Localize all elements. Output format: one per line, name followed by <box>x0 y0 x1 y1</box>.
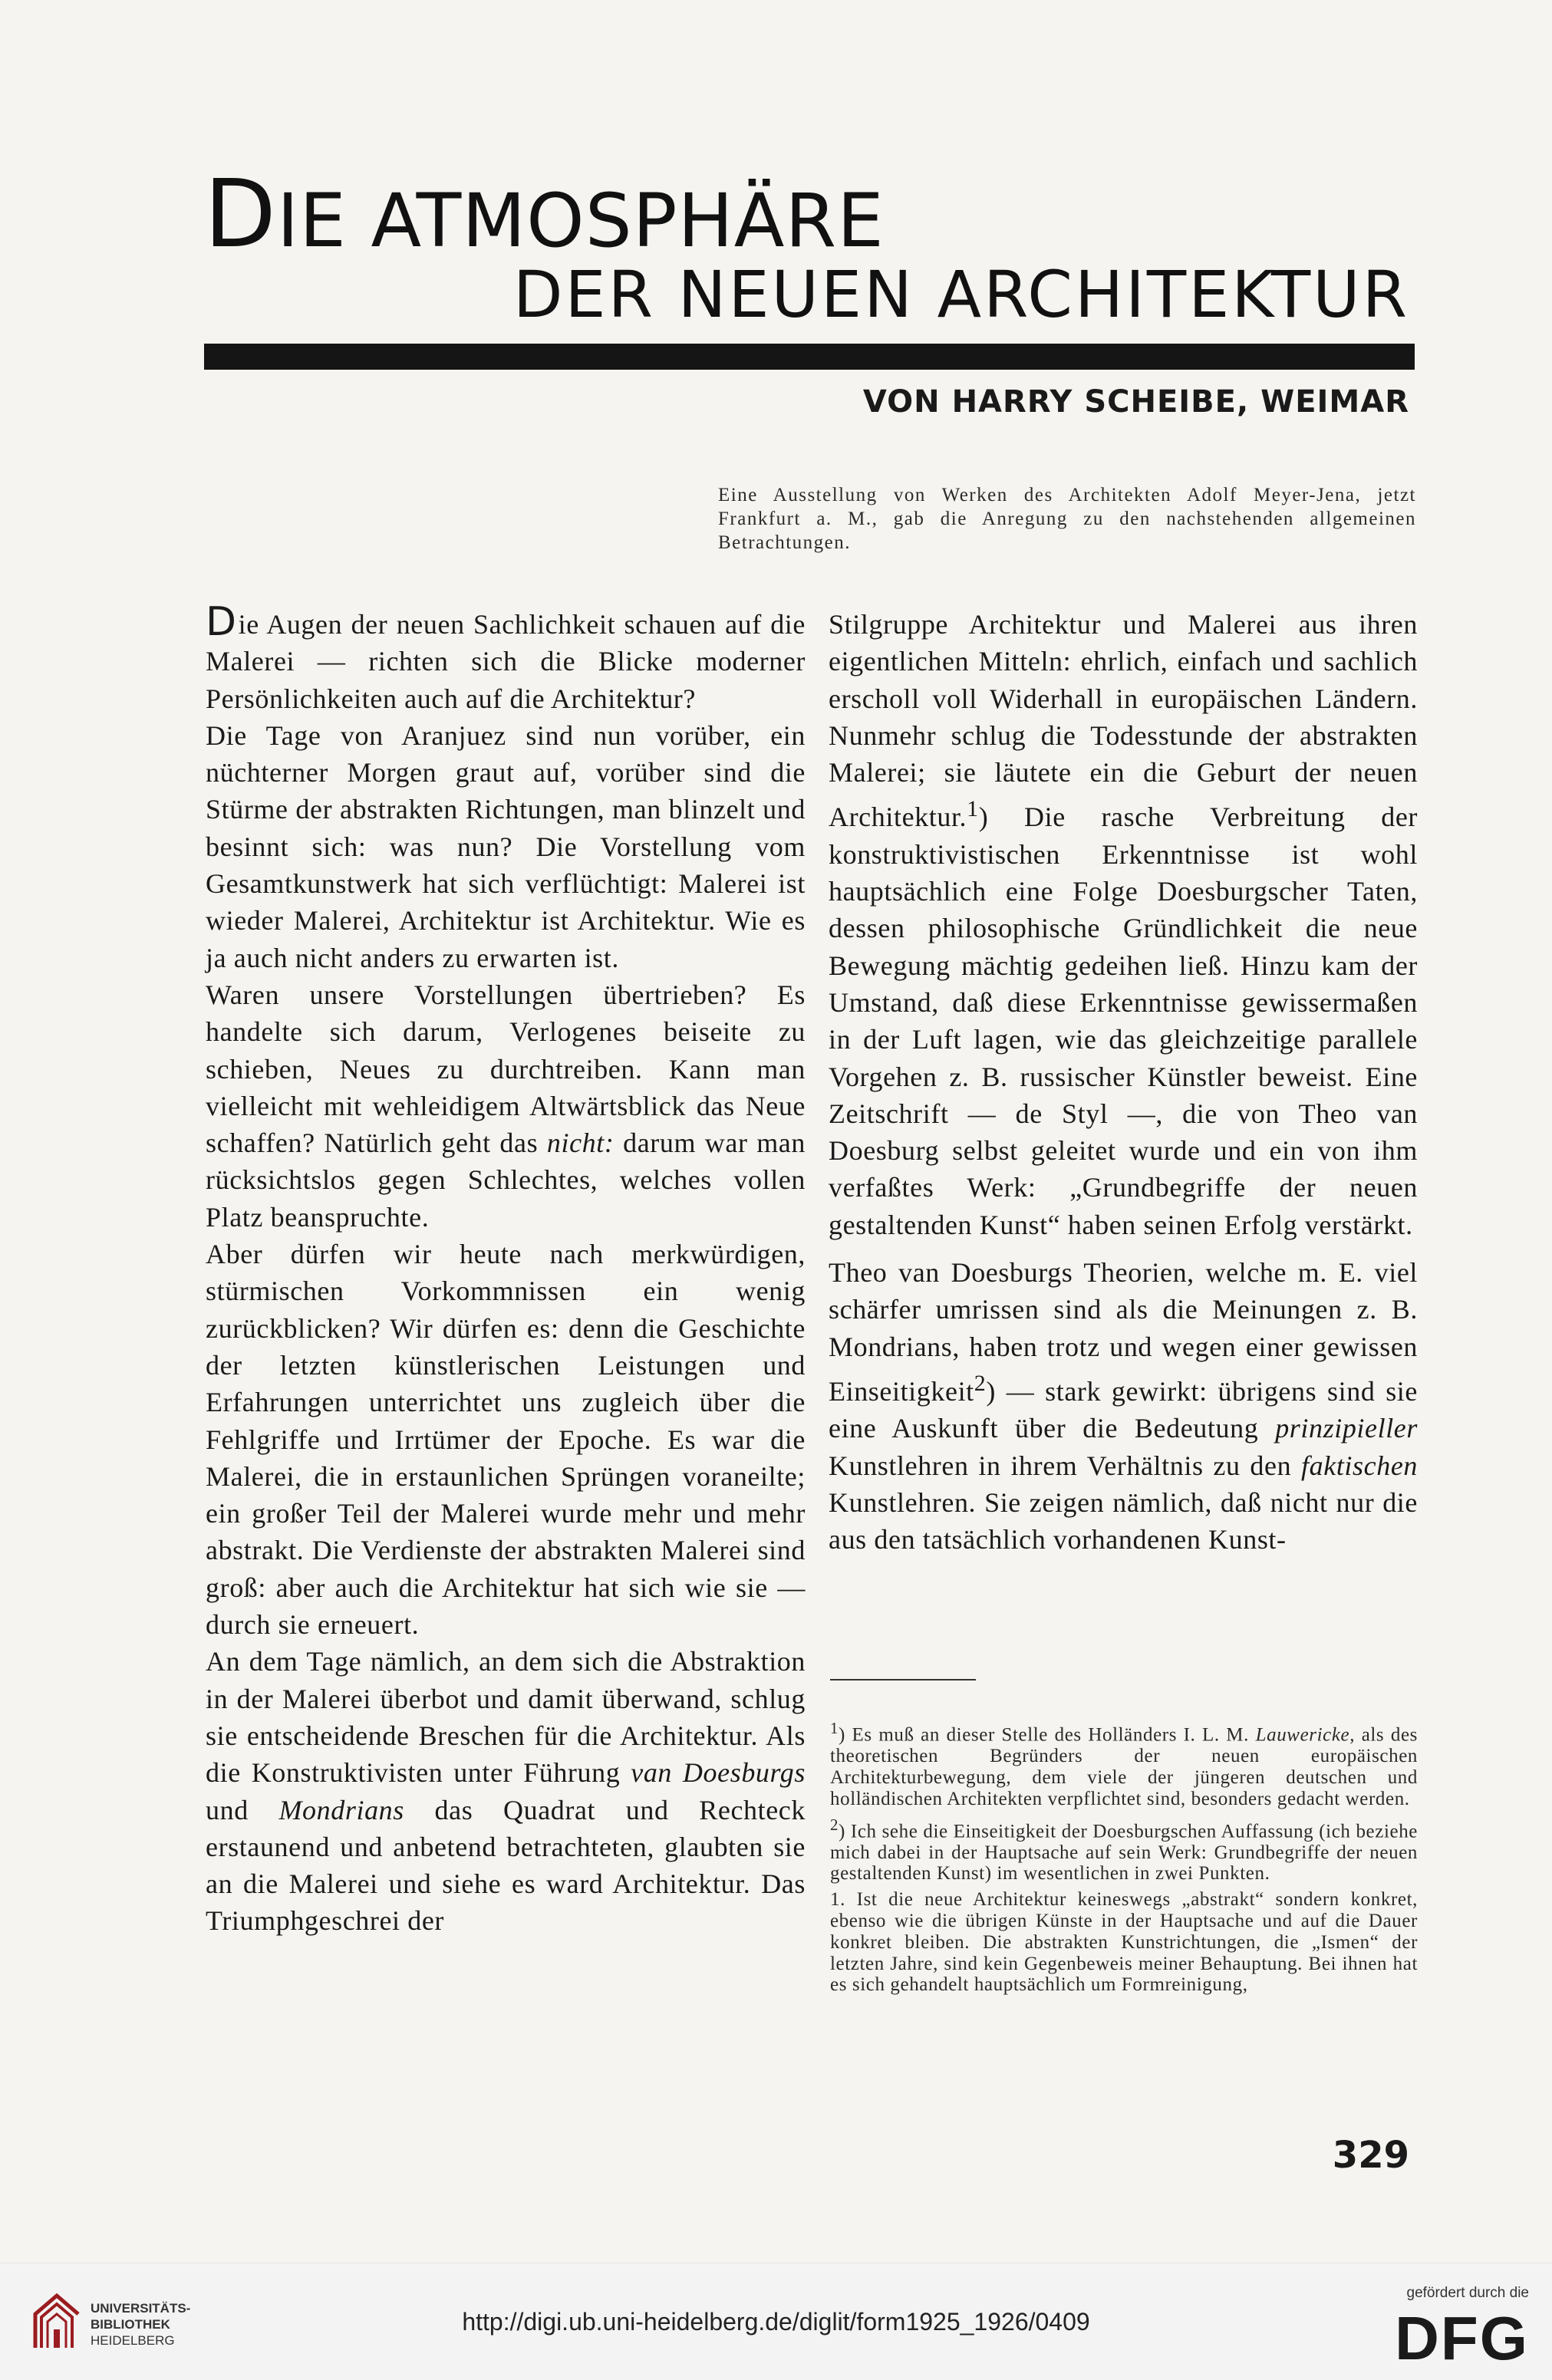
paragraph: An dem Tage nämlich, an dem sich die Abstraktion in der Malerei überbot und damit überwand, schlug sie entscheidende Breschen für die Architektur. Als die Konstruktivisten unter Führung van Doesburgs und Mondrians das Quadrat und Rechteck erstaunend und anbetend betrachteten, glaubten sie an die Malerei und siehe es ward Architektur. Das Triumphgeschrei der <box>206 1646 806 1937</box>
intro-text: Eine Ausstellung von Werken des Architekten Adolf Meyer-Jena, jetzt Frankfurt a. M., gab die Anregung zu den nachstehenden allgemeinen Betrachtungen. <box>718 485 1416 553</box>
footnote: $^2$) Ich sehe die Einseitigkeit der Doesburgschen Auffassung (ich beziehe mich dabei in der Hauptsache auf sein Werk: Grundbegriffe der neuen gestaltenden Kunst) im wesentlichen in zwei Punkten. <box>830 1815 1418 1885</box>
permalink[interactable]: http://digi.ub.uni-heidelberg.de/diglit/form1925_1926/0409 <box>462 2308 1090 2336</box>
paragraph: Die Augen der neuen Sachlichkeit schauen auf die Malerei — richten sich die Blicke moderner Persönlichkeiten auch auf die Architektur? <box>206 599 806 714</box>
paragraph: Aber dürfen wir heute nach merkwürdigen, stürmischen Vorkommnissen ein wenig zurückblicken? Wir dürfen es: denn die Geschichte der letzten künstlerischen Leistungen und Erfahrungen unterrichtet uns zugleich über die Fehlgriffe und Irrtümer der Epoche. Es war die Malerei, die in erstaunlichen Sprüngen voraneilte; ein großer Teil der Malerei wurde mehr und mehr abstrakt. Die Verdienste der abstrakten Malerei sind groß: aber auch die Architektur hat sich wie sie — durch sie erneuert. <box>206 1239 806 1641</box>
dfg-logo-icon: DFG <box>1395 2304 1529 2372</box>
body-column-right <box>829 606 1418 1558</box>
title-line1-text: IE ATMOSPHÄRE <box>276 178 885 264</box>
footnote-ref: 2 <box>974 1370 987 1396</box>
footnote: 1. Ist die neue Architektur keineswegs „abstrakt“ sondern konkret, ebenso wie die übrigen Künste in der Hauptsache und auf die Dauer konkret bleiben. Die abstrakten Kunstrichtungen, die „Ismen“ der letzten Jahre, sind kein Gegenbeweis meiner Behauptung. Bei ihnen hat es sich gehandelt hauptsächlich um Formreinigung, <box>830 1889 1418 1996</box>
footnote-ref: 1 <box>967 796 979 822</box>
article-title-line2: DER NEUEN ARCHITEKTUR <box>512 257 1409 332</box>
paragraph: Theo van Doesburgs Theorien, welche m. E. viel schärfer umrissen sind als die Meinungen z. B. Mondrians, haben trotz und wegen einer gewissen Einseitigkeit$^2$) — stark gewirkt: übrigens sind sie eine Auskunft über die Bedeutung prinzipieller Kunstlehren in ihrem Verhältnis zu den faktischen Kunstlehren. Sie zeigen nämlich, daß nicht nur die aus den tatsächlich vorhandenen Kunst- <box>829 1257 1418 1555</box>
title-initial: D <box>204 160 277 268</box>
paragraph: Waren unsere Vorstellungen übertrieben? Es handelte sich darum, Verlogenes beiseite zu schieben, Neues zu durchtreiben. Kann man vielleicht mit wehleidigem Altwärtsblick das Neue schaffen? Natürlich geht das nicht: darum war man rücksichtslos gegen Schlechtes, welches vollen Platz beanspruchte. <box>206 979 806 1233</box>
title-rule <box>204 344 1415 370</box>
author-byline: VON HARRY SCHEIBE, WEIMAR <box>862 384 1409 420</box>
article-title-line1 <box>204 160 885 268</box>
drop-cap: D <box>206 599 237 645</box>
page-number: 329 <box>1332 2134 1409 2177</box>
intro-note <box>718 483 1416 555</box>
paragraph: Die Tage von Aranjuez sind nun vorüber, ein nüchterner Morgen graut auf, vorüber sind die Stürme der abstrakten Richtungen, man blinzelt und besinnt sich: was nun? Die Vorstellung vom Gesamtkunstwerk hat sich verflüchtigt: Malerei ist wieder Malerei, Architektur ist Architektur. Wie es ja auch nicht anders zu erwarten ist. <box>206 719 806 973</box>
funder-label: gefördert durch die <box>1406 2285 1529 2301</box>
digitization-footer <box>0 2263 1552 2380</box>
footnote: $^1$) Es muß an dieser Stelle des Holländers I. L. M. Lauwericke, als des theoretischen Begründers der neuen europäischen Architekturbewegung, dem viele der jüngeren deutschen und holländischen Architekten verpflichtet sind, besonders gedacht werden. <box>830 1719 1418 1809</box>
footnotes <box>830 1718 1418 2000</box>
library-name: UNIVERSITÄTS- BIBLIOTHEK HEIDELBERG <box>91 2301 191 2348</box>
body-column-left <box>206 599 806 1940</box>
paragraph: Stilgruppe Architektur und Malerei aus ihren eigentlichen Mitteln: ehrlich, einfach und sachlich erscholl voll Widerhall in europäischen Ländern. Nunmehr schlug die Todesstunde der abstrakten Malerei; sie läutete ein die Geburt der neuen Architektur.$^1$) Die rasche Verbreitung der konstruktivistischen Erkenntnisse ist wohl hauptsächlich eine Folge Doesburgscher Taten, dessen philosophische Gründlichkeit die neue Bewegung mächtig gedeihen ließ. Hinzu kam der Umstand, daß diese Erkenntnisse gewissermaßen in der Luft lagen, wie das gleichzeitige parallele Vorgehen z. B. russischer Künstler beweist. Eine Zeitschrift — de Styl —, die von Theo van Doesburg selbst geleitet wurde und ein von ihm verfaßtes Werk: „Grundbegriffe der neuen gestaltenden Kunst“ haben seinen Erfolg verstärkt. <box>829 609 1418 1240</box>
footnote-rule <box>830 1679 976 1680</box>
